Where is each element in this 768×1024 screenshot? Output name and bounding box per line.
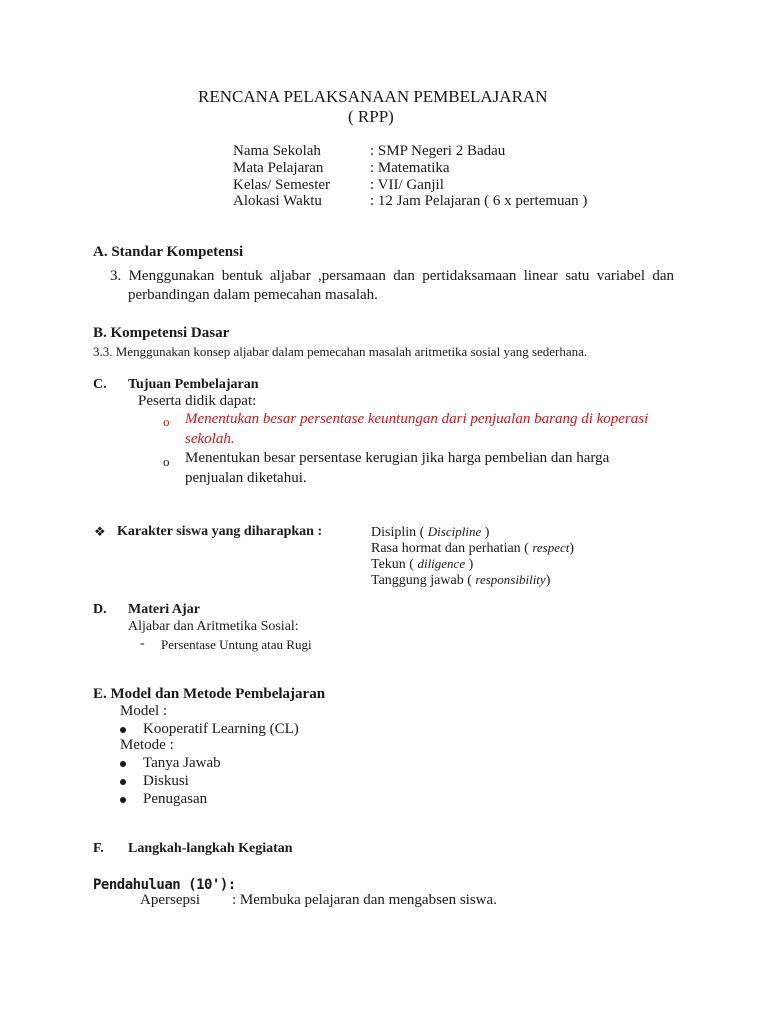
bullet-dot-icon (120, 797, 126, 803)
circle-bullet-icon: o (163, 414, 170, 429)
section-b-heading: B. Kompetensi Dasar (93, 325, 230, 341)
metode-item: Tanya Jawab (143, 755, 221, 771)
document-title: RENCANA PELAKSANAAN PEMBELAJARAN (198, 87, 548, 106)
objective-1-line1: Menentukan besar persentase keuntungan dari penjualan barang di koperasi (185, 411, 649, 427)
karakter-label: Karakter siswa yang diharapkan : (117, 524, 323, 539)
pendahuluan-heading: Pendahuluan (10'): (93, 877, 236, 893)
identity-label: Mata Pelajaran (233, 160, 324, 176)
identity-value: : Matematika (370, 160, 450, 176)
section-f-heading: Langkah-langkah Kegiatan (128, 841, 293, 856)
section-d-sub: Aljabar dan Aritmetika Sosial: (128, 619, 299, 634)
bullet-dot-icon (120, 779, 126, 785)
karakter-item: Tekun ( diligence ) (371, 556, 474, 572)
karakter-item: Tanggung jawab ( responsibility) (371, 572, 551, 588)
objective-2-line2: penjualan diketahui. (185, 470, 307, 486)
identity-label: Kelas/ Semester (233, 177, 331, 193)
section-a-text-line2: perbandingan dalam pemecahan masalah. (128, 287, 378, 303)
identity-value: : VII/ Ganjil (370, 177, 444, 193)
apersepsi-text: : Membuka pelajaran dan mengabsen siswa. (232, 892, 497, 908)
section-c-intro: Peserta didik dapat: (138, 393, 257, 409)
identity-label: Alokasi Waktu (233, 193, 322, 209)
metode-item: Penugasan (143, 791, 208, 807)
metode-item: Diskusi (143, 773, 189, 789)
model-label: Model : (120, 703, 168, 719)
karakter-item: Rasa hormat dan perhatian ( respect) (371, 540, 575, 556)
objective-2-line1: Menentukan besar persentase kerugian jika harga pembelian dan harga (185, 450, 610, 466)
section-d-item: Persentase Untung atau Rugi (161, 637, 312, 652)
identity-label: Nama Sekolah (233, 143, 321, 159)
dash-bullet-icon: - (140, 636, 145, 651)
document-subtitle: ( RPP) (348, 107, 394, 126)
apersepsi-label: Apersepsi (140, 892, 200, 908)
bullet-dot-icon (120, 727, 126, 733)
identity-value: : SMP Negeri 2 Badau (370, 143, 506, 159)
section-a-text-line1: 3. Menggunakan bentuk aljabar ,persamaan dan pertidaksamaan linear satu variabel dan (110, 268, 674, 284)
metode-label: Metode : (120, 737, 174, 753)
section-e-heading: E. Model dan Metode Pembelajaran (93, 686, 326, 702)
section-c-heading: Tujuan Pembelajaran (128, 377, 259, 392)
bullet-dot-icon (120, 761, 126, 767)
section-f-letter: F. (93, 841, 104, 856)
section-d-letter: D. (93, 602, 107, 617)
karakter-item: Disiplin ( Discipline ) (371, 524, 490, 540)
section-c-letter: C. (93, 377, 107, 392)
section-b-text: 3.3. Menggunakan konsep aljabar dalam pemecahan masalah aritmetika sosial yang sederhana. (93, 344, 588, 359)
section-d-heading: Materi Ajar (128, 602, 200, 617)
section-a-heading: A. Standar Kompetensi (93, 244, 244, 260)
diamond-bullet-icon: ❖ (94, 524, 106, 539)
identity-value: : 12 Jam Pelajaran ( 6 x pertemuan ) (370, 193, 588, 209)
circle-bullet-icon: o (163, 454, 170, 469)
model-item: Kooperatif Learning (CL) (143, 721, 299, 737)
objective-1-line2: sekolah. (185, 431, 235, 447)
